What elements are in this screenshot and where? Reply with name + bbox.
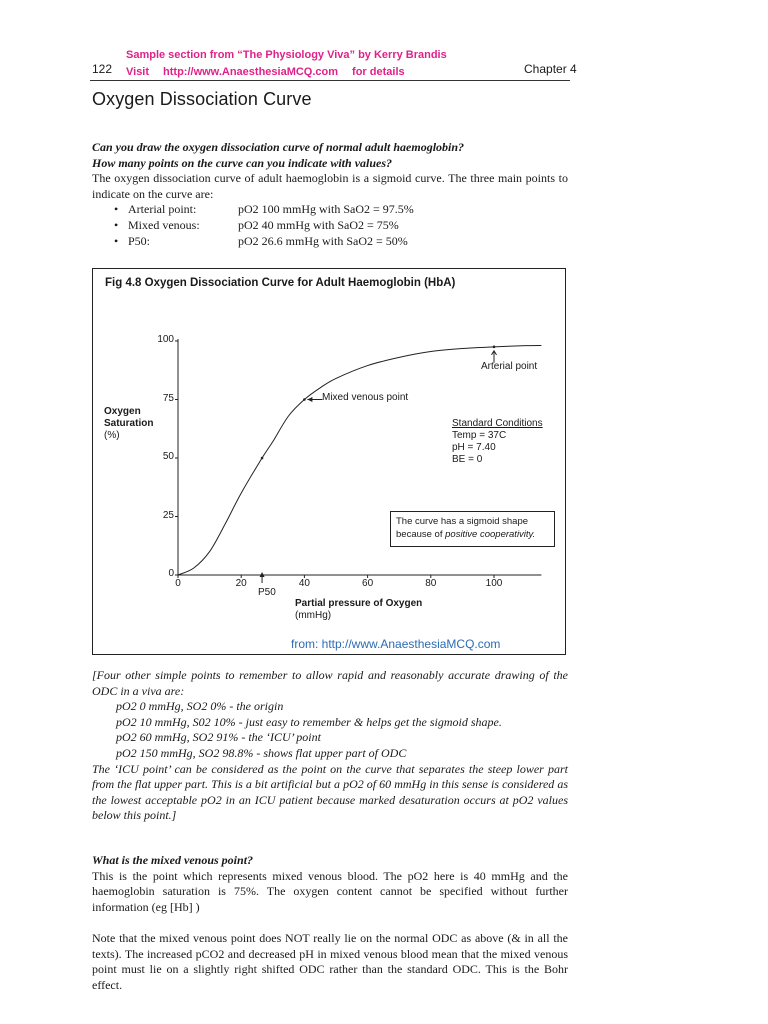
list-item: [92, 218, 568, 234]
y-axis-title-line2: Saturation: [104, 418, 154, 429]
y-tick-label: 100: [157, 334, 174, 345]
mixed-venous-point-marker: [303, 398, 306, 401]
bohr-effect-note: Note that the mixed venous point does NOT really lie on the normal ODC as above (& in all the texts). The increased pCO2 and decreased pH in mixed venous blood mean that the mixed venous point must lie on a slightly right shifted ODC rather than the standard ODC. This is the Bohr effect.: [92, 931, 568, 992]
y-axis-title-line1: Oxygen: [104, 406, 141, 417]
point-value: pO2 100 mmHg with SaO2 = 97.5%: [238, 202, 414, 217]
condition-temp: Temp = 37C: [452, 430, 507, 441]
condition-ph: pH = 7.40: [452, 442, 496, 453]
x-axis-title: [295, 598, 422, 622]
list-item: pO2 10 mmHg, S02 10% - just easy to remember & helps get the sigmoid shape.: [116, 714, 502, 729]
mixed-venous-section: [92, 853, 568, 915]
key-points-list: [92, 202, 568, 249]
arterial-point-marker: [493, 346, 496, 349]
header-divider: [90, 80, 570, 81]
extra-points-section: [92, 668, 568, 824]
page-number: 122: [92, 62, 113, 76]
x-axis-unit: (mmHg): [295, 610, 332, 621]
condition-be: BE = 0: [452, 454, 483, 465]
odc-figure: [92, 268, 566, 655]
promo-visit-line: [126, 64, 447, 81]
extra-points-intro: [Four other simple points to remember to allow rapid and reasonably accurate drawing of the ODC in a viva are:: [92, 668, 568, 698]
promo-banner: [126, 47, 447, 81]
y-axis-title: [104, 406, 153, 442]
x-tick-label: 0: [175, 578, 181, 589]
point-label: Mixed venous:: [128, 217, 200, 232]
y-tick-label: 25: [162, 509, 174, 521]
y-tick-label: 50: [162, 451, 174, 462]
note-line-2-emphasis: positive cooperativity.: [445, 529, 536, 540]
promo-visit: Visit: [126, 66, 150, 78]
note-line-2: [396, 528, 554, 541]
mixed-venous-point-label: Mixed venous point: [322, 392, 409, 403]
p50-label: P50: [258, 587, 276, 598]
x-tick-label: 100: [485, 578, 503, 589]
y-tick-label: 75: [162, 392, 174, 404]
x-tick-label: 20: [235, 578, 247, 589]
list-item: [92, 234, 568, 250]
promo-line: Sample section from “The Physiology Viva” by Kerry Brandis: [126, 49, 447, 61]
list-item: pO2 0 mmHg, SO2 0% - the origin: [116, 699, 284, 714]
list-item: pO2 150 mmHg, SO2 98.8% - shows flat upper part of ODC: [116, 745, 407, 760]
intro-question-2: How many points on the curve can you indicate with values?: [92, 155, 393, 170]
x-tick-label: 80: [425, 578, 437, 589]
extra-points-list: [92, 699, 568, 761]
figure-caption: Fig 4.8 Oxygen Dissociation Curve for Adult Haemoglobin (HbA): [105, 277, 456, 289]
chapter-label: Chapter 4: [524, 62, 577, 76]
mixed-venous-answer: This is the point which represents mixed venous blood. The pO2 here is 40 mmHg and the haemoglobin saturation is 75%. The oxygen content cannot be specified without further information (eg [Hb] ): [92, 868, 568, 914]
x-axis-title-line1: Partial pressure of Oxygen: [295, 598, 423, 609]
promo-url-link[interactable]: http://www.AnaesthesiaMCQ.com: [163, 66, 339, 78]
standard-conditions: [452, 418, 543, 466]
intro-body: The oxygen dissociation curve of adult haemoglobin is a sigmoid curve. The three main points to indicate on the curve are:: [92, 171, 568, 201]
mixed-venous-question: What is the mixed venous point?: [92, 853, 254, 867]
y-axis-unit: (%): [104, 430, 120, 441]
list-item: [92, 202, 568, 218]
sigmoid-note-box: [390, 511, 555, 547]
bullet-icon: •: [114, 233, 119, 248]
standard-conditions-title: Standard Conditions: [452, 418, 543, 429]
point-value: pO2 40 mmHg with SaO2 = 75%: [238, 217, 399, 232]
note-line-1: The curve has a sigmoid shape: [396, 516, 529, 527]
y-tick-label: 0: [168, 568, 174, 579]
bullet-icon: •: [114, 217, 119, 232]
intro-section: [92, 140, 568, 249]
x-tick-label: 40: [298, 578, 310, 589]
point-label: Arterial point:: [128, 202, 197, 217]
mixed-venous-arrow-icon: [307, 397, 312, 402]
point-value: pO2 26.6 mmHg with SaO2 = 50%: [238, 233, 408, 248]
x-tick-label: 60: [362, 578, 374, 589]
page-title: Oxygen Dissociation Curve: [92, 89, 312, 109]
point-label: P50:: [128, 233, 151, 248]
list-item: pO2 60 mmHg, SO2 91% - the ‘ICU’ point: [116, 730, 321, 745]
p50-point-marker: [261, 457, 264, 460]
figure-source-link[interactable]: from: http://www.AnaesthesiaMCQ.com: [291, 637, 501, 651]
bullet-icon: •: [114, 202, 119, 217]
note-line-2-prefix: because of: [396, 529, 446, 540]
icu-point-explanation: The ‘ICU point’ can be considered as the point on the curve that separates the steep lower part from the flat upper part. This is a bit artificial but a pO2 of 60 mmHg in this sense is considered as the lowest acceptable pO2 in an ICU patient because marked desaturation occurs at pO2 values below this point.]: [92, 761, 568, 823]
promo-details: for details: [352, 66, 405, 78]
intro-question-1: Can you draw the oxygen dissociation curve of normal adult haemoglobin?: [92, 140, 465, 154]
arterial-point-label: Arterial point: [481, 361, 538, 372]
bohr-effect-section: [92, 931, 568, 993]
